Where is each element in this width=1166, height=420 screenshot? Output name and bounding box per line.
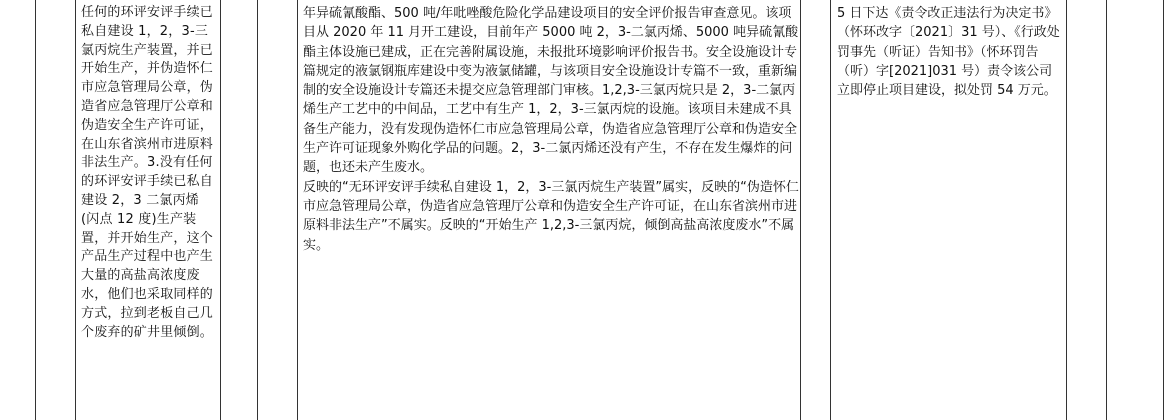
column-divider [1106, 0, 1107, 420]
column-divider [257, 0, 258, 420]
column-divider [1066, 0, 1067, 420]
column-divider [220, 0, 221, 420]
column-divider [1163, 0, 1164, 420]
column-divider [800, 0, 801, 420]
column-divider [35, 0, 36, 420]
handling-measures-cell: 5 日下达《责令改正违法行为决定书》（怀环改字〔2021〕31 号）、《行政处罚事先（听证）告知书》（怀环罚告（听）字[2021]031 号）责令该公司立即停止项目建设，拟处罚 54 万元。 [837, 6, 1060, 99]
verification-result-cell [303, 4, 799, 255]
column-divider [297, 0, 298, 420]
column-divider [75, 0, 76, 420]
column-divider [830, 0, 831, 420]
verification-paragraph: 年异硫氰酸酯、500 吨/年吡唑酸危险化学品建设项目的安全评价报告审查意见。该项目从 2020 年 11 月开工建设，目前年产 5000 吨 2，3-二氯丙烯、5000 吨异硫氰酸酯主体设施已建成，正在完善附属设施，未报批环境影响评价报告书。安全设施设计专篇规定的液氯钢瓶库建设中变为液氯储罐，与该项目安全设施设计专篇不一致，重新编制的安全设施设计专篇还未提交应急管理部门审核。1,2,3-三氯丙烷只是 2，3-二氯丙烯生产工艺中的中间品，工艺中有生产 1，2，3-三氯丙烷的设施。该项目未建成不具备生产能力，没有发现伪造怀仁市应急管理局公章，伪造省应急管理厅公章和伪造安全生产许可证现象外购化学品的问题。2，3-二氯丙烯还没有产生，不存在发生爆炸的问题，也还未产生废水。 [303, 6, 799, 176]
complaint-content-cell: 任何的环评安评手续已私自建设 1，2，3-三氯丙烷生产装置，并已开始生产，并伪造怀仁市应急管理局公章，伪造省应急管理厅公章和伪造安全生产许可证，在山东省滨州市进原料非法生产。3.没有任何的环评安评手续已私自建设 2，3 二氯丙烯(闪点 12 度)生产装置，并开始生产，这个产品生产过程中也产生大量的高盐高浓度废水，他们也采取同样的方式，拉到老板自己几个废弃的矿井里倾倒。 [81, 5, 214, 340]
verification-conclusion: 反映的“无环评安评手续私自建设 1，2，3-三氯丙烷生产装置”属实，反映的“伪造怀仁市应急管理局公章，伪造省应急管理厅公章和伪造安全生产许可证，在山东省滨州市进原料非法生产”不属实。反映的“开始生产 1,2,3-三氯丙烷，倾倒高盐高浓度废水”不属实。 [303, 179, 799, 253]
